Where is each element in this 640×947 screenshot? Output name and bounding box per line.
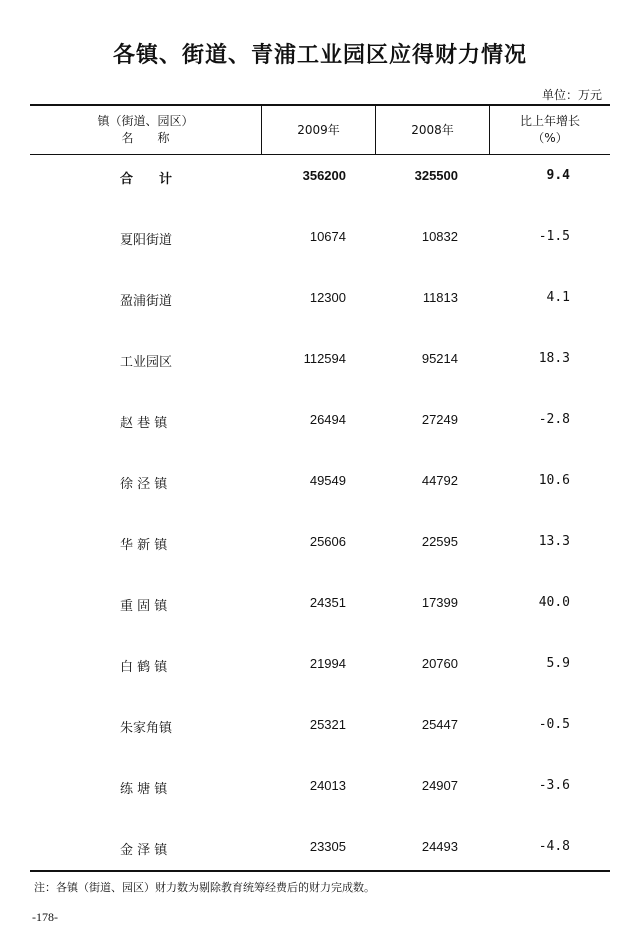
row-value-2008: 10832 bbox=[421, 229, 458, 244]
table-row bbox=[30, 215, 610, 276]
row-value-2008: 44792 bbox=[421, 473, 458, 488]
header-name-line1: 镇（街道、园区） bbox=[97, 114, 194, 128]
row-value-2008: 27249 bbox=[421, 412, 458, 427]
row-value-2008: 20760 bbox=[421, 656, 458, 671]
table-row bbox=[30, 703, 610, 764]
header-growth-line2: （%） bbox=[532, 131, 568, 145]
row-value-2008: 24907 bbox=[421, 778, 458, 793]
row-name: 赵 巷 镇 bbox=[120, 416, 168, 431]
row-growth: 13.3 bbox=[538, 534, 570, 549]
row-name: 华 新 镇 bbox=[120, 538, 168, 553]
table-row bbox=[30, 459, 610, 520]
row-value-2009: 24351 bbox=[309, 595, 346, 610]
header-2008-label: 2008年 bbox=[411, 122, 454, 137]
row-value-2008: 24493 bbox=[421, 839, 458, 854]
row-value-2008: 25447 bbox=[421, 717, 458, 732]
row-value-2009: 23305 bbox=[309, 839, 346, 854]
row-growth: -3.6 bbox=[538, 778, 570, 793]
row-name: 合 计 bbox=[120, 172, 173, 187]
row-name: 盈浦街道 bbox=[120, 294, 173, 309]
row-value-2009: 10674 bbox=[309, 229, 346, 244]
table-row bbox=[30, 398, 610, 459]
row-growth: -4.8 bbox=[538, 839, 570, 854]
row-value-2009: 49549 bbox=[309, 473, 346, 488]
header-name-column bbox=[30, 106, 262, 154]
page-title: 各镇、街道、青浦工业园区应得财力情况 bbox=[112, 42, 527, 68]
table-row bbox=[30, 642, 610, 703]
row-name: 徐 泾 镇 bbox=[120, 477, 168, 492]
header-2009-label: 2009年 bbox=[297, 122, 340, 137]
row-value-2008: 325500 bbox=[414, 168, 458, 183]
row-name: 重 固 镇 bbox=[120, 599, 168, 614]
row-value-2009: 24013 bbox=[309, 778, 346, 793]
header-growth-column bbox=[490, 106, 610, 154]
header-2008-column bbox=[376, 106, 490, 154]
table-row-total bbox=[30, 154, 610, 215]
table-bottom-rule bbox=[30, 870, 610, 872]
row-growth: -1.5 bbox=[538, 229, 570, 244]
row-value-2008: 95214 bbox=[421, 351, 458, 366]
row-name: 朱家角镇 bbox=[120, 721, 173, 736]
header-2009-column bbox=[262, 106, 376, 154]
table-body bbox=[30, 154, 610, 886]
table-row bbox=[30, 276, 610, 337]
row-growth: 5.9 bbox=[546, 656, 570, 671]
row-name: 夏阳街道 bbox=[120, 233, 173, 248]
row-growth: 40.0 bbox=[538, 595, 570, 610]
row-value-2009: 25606 bbox=[309, 534, 346, 549]
row-growth: 10.6 bbox=[538, 473, 570, 488]
row-growth: -2.8 bbox=[538, 412, 570, 427]
row-value-2009: 25321 bbox=[309, 717, 346, 732]
row-name: 练 塘 镇 bbox=[120, 782, 168, 797]
row-value-2009: 112594 bbox=[303, 351, 346, 366]
row-value-2009: 21994 bbox=[309, 656, 346, 671]
row-name: 金 泽 镇 bbox=[120, 843, 168, 858]
header-growth-line1: 比上年增长 bbox=[519, 114, 580, 128]
row-value-2009: 26494 bbox=[309, 412, 346, 427]
header-name-line2: 名 称 bbox=[121, 131, 170, 145]
table-header bbox=[30, 106, 610, 155]
row-growth: 9.4 bbox=[546, 168, 570, 183]
table-row bbox=[30, 581, 610, 642]
footnote: 注：各镇（街道、园区）财力数为剔除教育统筹经费后的财力完成数。 bbox=[34, 881, 375, 894]
table-row bbox=[30, 337, 610, 398]
row-value-2009: 356200 bbox=[302, 168, 346, 183]
table-row bbox=[30, 764, 610, 825]
row-value-2009: 12300 bbox=[309, 290, 346, 305]
row-growth: 4.1 bbox=[546, 290, 570, 305]
row-value-2008: 17399 bbox=[421, 595, 458, 610]
row-value-2008: 11813 bbox=[422, 290, 458, 305]
row-growth: -0.5 bbox=[538, 717, 570, 732]
row-name: 白 鹤 镇 bbox=[120, 660, 168, 675]
table-row bbox=[30, 825, 610, 886]
row-growth: 18.3 bbox=[538, 351, 570, 366]
row-value-2008: 22595 bbox=[421, 534, 458, 549]
unit-label: 单位：万元 bbox=[541, 88, 602, 102]
table-row bbox=[30, 520, 610, 581]
row-name: 工业园区 bbox=[120, 355, 173, 370]
page-number: -178- bbox=[32, 910, 58, 924]
